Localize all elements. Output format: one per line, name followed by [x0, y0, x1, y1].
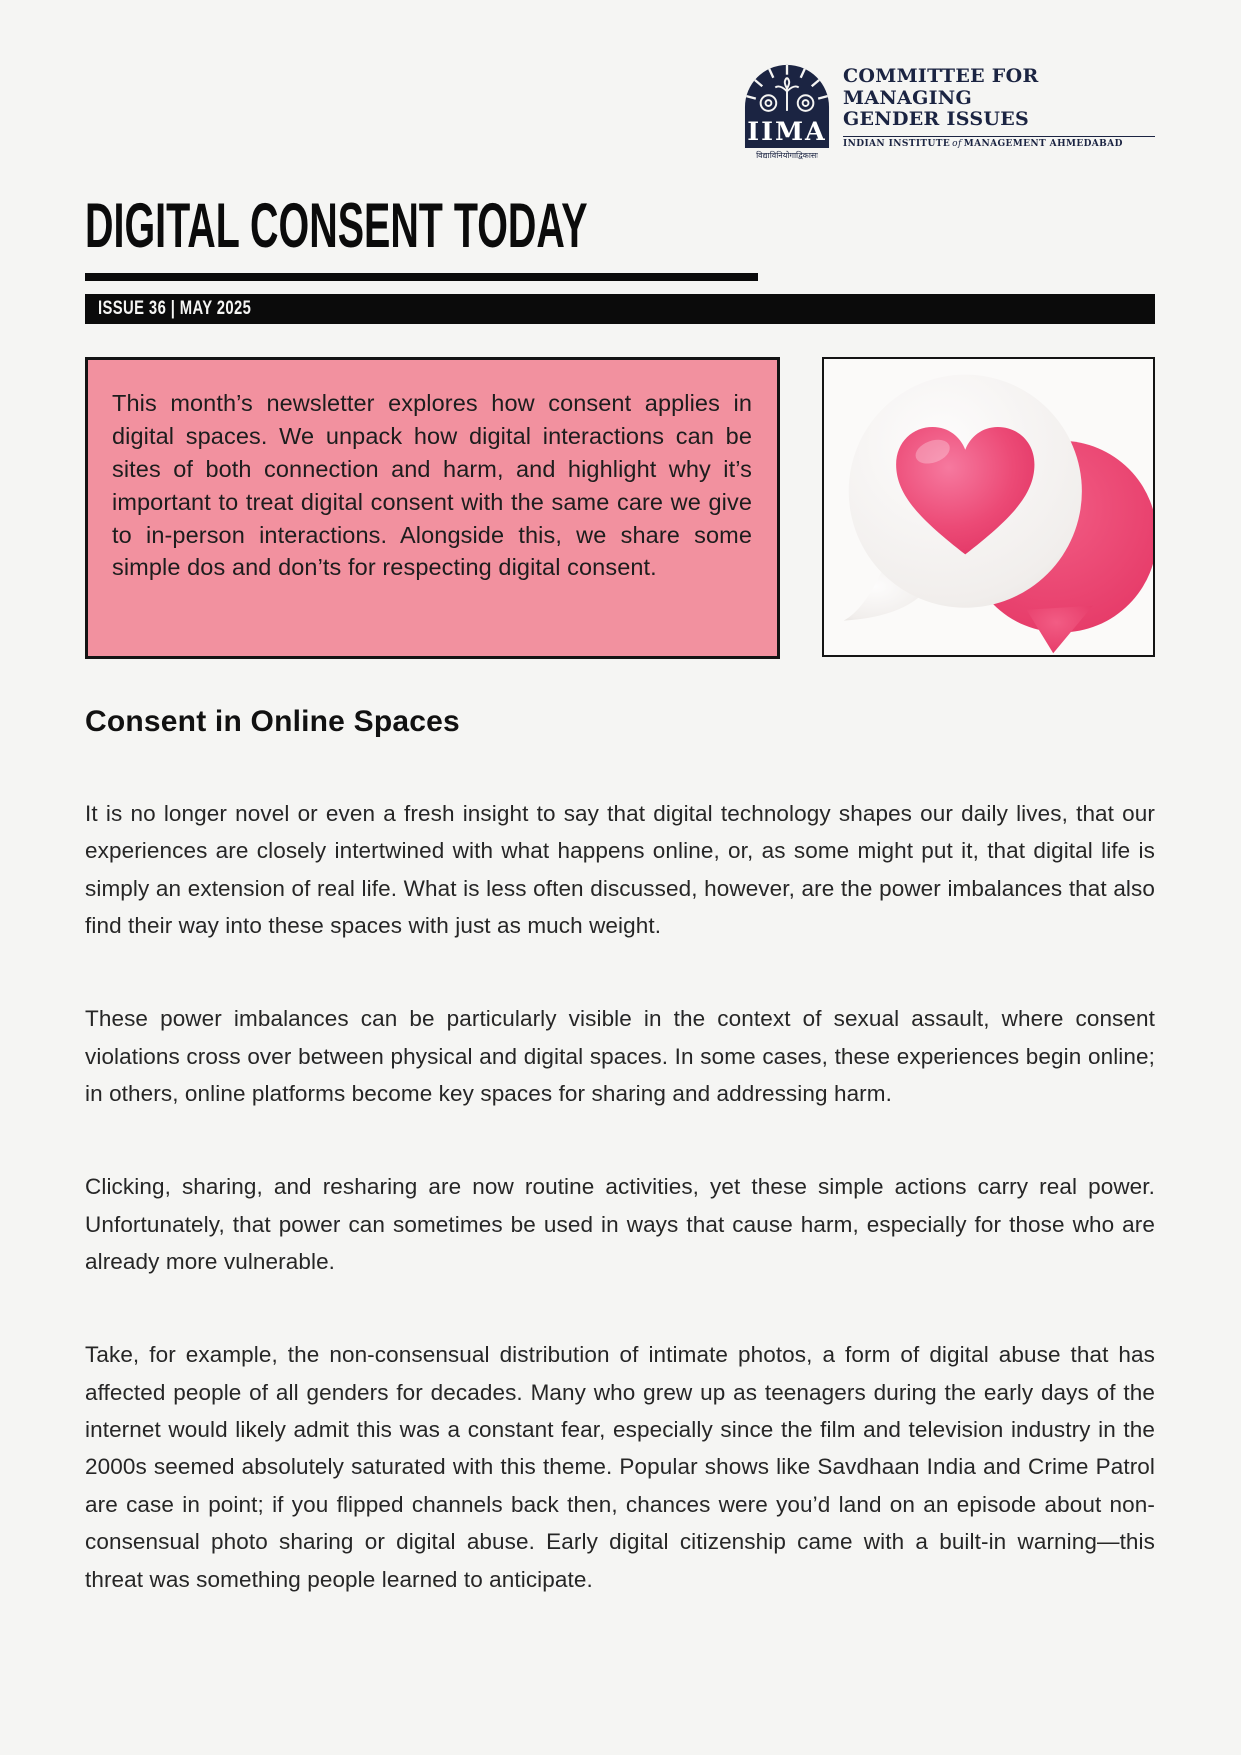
committee-line-2: MANAGING: [843, 86, 972, 109]
heart-speech-bubble-icon: [824, 359, 1153, 655]
article-paragraph-3: Clicking, sharing, and resharing are now routine activities, yet these simple actions carry real power. Unfortunately, that power can sometimes be used in ways that cause harm, especially for those who are already more vulnerable.: [85, 1174, 1155, 1275]
iima-motto: विद्याविनियोगाद्विकासः: [756, 151, 818, 160]
institute-name: INDIAN INSTITUTE of MANAGEMENT AHMEDABAD: [843, 136, 1155, 149]
intro-summary-box: [85, 357, 780, 659]
section-heading: Consent in Online Spaces: [85, 705, 460, 738]
committee-line-1: COMMITTEE FOR: [843, 65, 1039, 87]
title-rule: [85, 273, 758, 281]
issue-bar: [85, 294, 1155, 324]
intro-summary-text: This month’s newsletter explores how consent applies in digital spaces. We unpack how digital interactions can be sites of both connection and harm, and highlight why it’s important to treat digital consent with the same care we give to in-person interactions. Alongside this, we share some simple dos and don’ts for respecting digital consent.: [112, 390, 752, 581]
article-paragraph-2: These power imbalances can be particularly visible in the context of sexual assault, where consent violations cross over between physical and digital spaces. In some cases, these experiences begin online; in others, online platforms become key spaces for sharing and addressing harm.: [85, 1006, 1155, 1107]
iima-arch-icon: [742, 62, 832, 148]
iima-logo: [742, 62, 832, 161]
committee-line-3: GENDER ISSUES: [843, 108, 1030, 131]
issue-label: ISSUE 36 | MAY 2025: [98, 298, 252, 319]
header: [85, 62, 1155, 161]
intro-section: [85, 357, 1155, 659]
svg-text:IIMA: IIMA: [747, 116, 827, 147]
iima-logo-lockup: [742, 62, 1155, 161]
newsletter-title: DIGITAL CONSENT TODAY: [85, 190, 588, 261]
article-paragraph-4: Take, for example, the non-consensual distribution of intimate photos, a form of digital abuse that has affected people of all genders for decades. Many who grew up as teenagers during the early days of the internet would likely admit this was a constant fear, especially since the film and television industry in the 2000s seemed absolutely saturated with this theme. Popular shows like Savdhaan India and Crime Patrol are case in point; if you flipped channels back then, chances were you’d land on an episode about non-consensual photo sharing or digital abuse. Early digital citizenship came with a built-in warning—this threat was something people learned to anticipate.: [85, 1342, 1155, 1592]
heart-speech-bubble-image: [822, 357, 1155, 657]
article-paragraph-1: It is no longer novel or even a fresh insight to say that digital technology shapes our daily lives, that our experiences are closely intertwined with what happens online, or, as some might put it, that digital life is simply an extension of real life. What is less often discussed, however, are the power imbalances that also find their way into these spaces with just as much weight.: [85, 801, 1155, 939]
committee-name: [843, 66, 1155, 131]
committee-name-block: [843, 62, 1155, 149]
